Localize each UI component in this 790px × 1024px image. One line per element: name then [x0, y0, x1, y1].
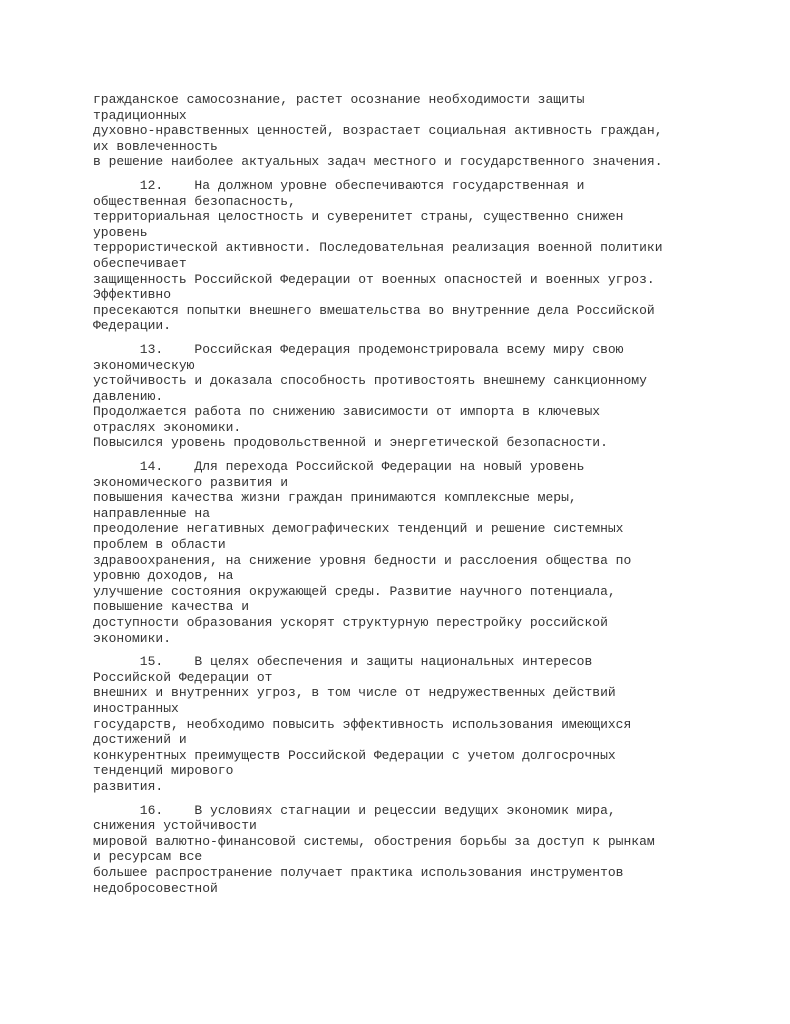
text-line: достижений и [93, 732, 187, 748]
text-line: преодоление негативных демографических тенденций и решение системных [93, 521, 624, 537]
text-line: Российской Федерации от [93, 669, 273, 685]
paragraph-2 [93, 178, 703, 334]
text-line: уровню доходов, на [93, 568, 234, 584]
text-line: Федерации. [93, 318, 172, 334]
text-line: Повысился уровень продовольственной и энергетической безопасности. [93, 435, 608, 451]
text-line: здравоохранения, на снижение уровня бедности и расслоения общества по [93, 552, 632, 568]
text-line: экономики. [93, 630, 172, 646]
text-line: проблем в области [93, 537, 226, 553]
text-line: уровень [93, 224, 148, 240]
text-line: конкурентных преимуществ Российской Федерации с учетом долгосрочных [93, 747, 616, 763]
document-page [93, 92, 703, 904]
text-line: их вовлеченность [93, 138, 218, 154]
text-line: иностранных [93, 700, 179, 716]
paragraph-6 [93, 803, 703, 897]
text-line: мировой валютно-финансовой системы, обострения борьбы за доступ к рынкам [93, 833, 655, 849]
text-line: и ресурсам все [93, 849, 203, 865]
text-line: традиционных [93, 107, 187, 123]
text-line: повышение качества и [93, 599, 250, 615]
text-line: экономическую [93, 357, 195, 373]
text-line: государств, необходимо повысить эффективность использования имеющихся [93, 716, 632, 732]
text-line: общественная безопасность, [93, 193, 296, 209]
text-line: доступности образования ускорят структурную перестройку российской [93, 615, 608, 630]
text-line: террористической активности. Последовательная реализация военной политики [93, 240, 663, 256]
text-line: Продолжается работа по снижению зависимости от импорта в ключевых [93, 404, 601, 420]
text-line: 16. В условиях стагнации и рецессии ведущих экономик мира, [93, 802, 616, 818]
text-line: 12. На должном уровне обеспечиваются государственная и [93, 177, 585, 193]
text-line: направленные на [93, 505, 211, 521]
text-line: экономического развития и [93, 474, 289, 490]
text-line: обеспечивает [93, 255, 187, 271]
text-line: защищенность Российской Федерации от военных опасностей и военных угроз. [93, 271, 655, 287]
text-line: развития. [93, 778, 164, 794]
paragraph-4 [93, 459, 703, 646]
text-line: улучшение состояния окружающей среды. Развитие научного потенциала, [93, 583, 616, 599]
text-line: внешних и внутренних угроз, в том числе от недружественных действий [93, 685, 616, 701]
text-line: снижения устойчивости [93, 818, 257, 834]
text-line: территориальная целостность и суверенитет страны, существенно снижен [93, 209, 624, 225]
paragraph-1 [93, 92, 703, 170]
text-line: повышения качества жизни граждан принимаются комплексные меры, [93, 490, 577, 506]
text-line: гражданское самосознание, растет осознание необходимости защиты [93, 92, 585, 107]
text-line: давлению. [93, 388, 164, 404]
text-line: духовно-нравственных ценностей, возрастает социальная активность граждан, [93, 123, 663, 139]
text-line: устойчивость и доказала способность противостоять внешнему санкционному [93, 373, 647, 389]
text-line: недобросовестной [93, 880, 218, 896]
paragraph-3 [93, 342, 703, 451]
text-line: в решение наиболее актуальных задач местного и государственного значения. [93, 154, 663, 170]
text-line: тенденций мирового [93, 763, 234, 779]
paragraph-5 [93, 654, 703, 794]
text-line: 13. Российская Федерация продемонстрировала всему миру свою [93, 341, 624, 357]
text-line: отраслях экономики. [93, 419, 242, 435]
text-line: пресекаются попытки внешнего вмешательства во внутренние дела Российской [93, 302, 655, 318]
text-line: 15. В целях обеспечения и защиты национальных интересов [93, 654, 593, 670]
text-line: Эффективно [93, 287, 172, 303]
text-line: большее распространение получает практика использования инструментов [93, 864, 624, 880]
text-line: 14. Для перехода Российской Федерации на новый уровень [93, 459, 585, 475]
